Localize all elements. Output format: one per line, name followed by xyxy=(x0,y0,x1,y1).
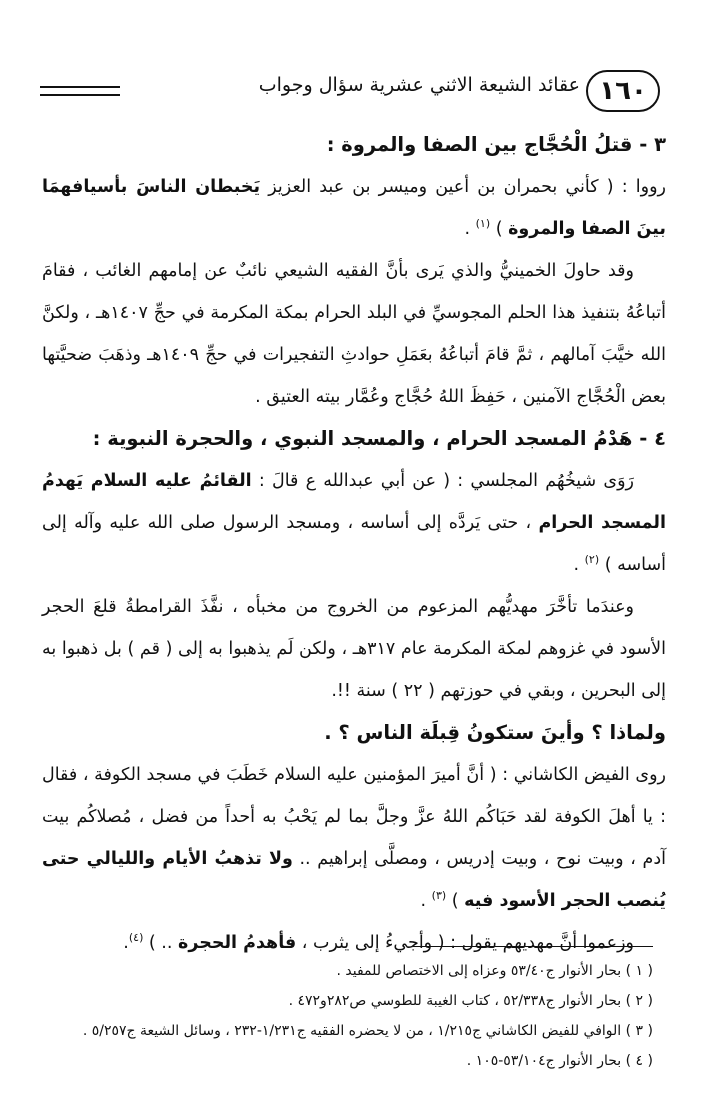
text-run: . xyxy=(123,933,129,953)
footnote-ref-3: (٣) xyxy=(431,889,447,903)
header-rule xyxy=(40,86,120,96)
text-run: ، حتى يَردَّه إلى أساسه ، ومسجد الرسول صلى الله عليه وآله إلى أساسه ) xyxy=(42,513,666,575)
text-run: ) xyxy=(490,219,509,239)
page-body xyxy=(42,124,666,964)
bold-text: القائمُ عليه السلام يَهدمُ المسجد الحرام xyxy=(42,471,666,533)
bold-text: ولا تذهبُ الأيام والليالي حتى يُنصب الحجر الأسود فيه xyxy=(42,849,666,911)
text-run: . xyxy=(573,555,585,575)
text-run: .. ) xyxy=(143,933,179,953)
footnote-ref-4: (٤) xyxy=(128,931,144,945)
paragraph-majlisi xyxy=(42,460,666,586)
paragraph-khomeini: وقد حاولَ الخمينيُّ والذي يَرى بأنَّ الفقيه الشيعي نائبٌ عن إمامهم الغائب ، فقامَ أتباعُهُ بتنفيذ هذا الحلم المجوسيِّ في البلد الحرام بمكة المكرمة في حجِّ ١٤٠٧هـ ، ولكنَّ الله خيَّبَ آمالهم ، ثمَّ قامَ أتباعُهُ بعَمَلِ حوادثِ التفجيرات في حجِّ ١٤٠٩هـ وذهَبَ ضحيَّتها بعض الْحُجَّاج الآمنين ، حَفِظَ اللهُ حُجَّاج وعُمَّار بيته العتيق . xyxy=(42,261,666,407)
page-number: ١٦٠ xyxy=(586,70,660,112)
question-heading: ولماذا ؟ وأينَ ستكونُ قِبلَة الناس ؟ . xyxy=(324,721,666,744)
paragraph-kashani xyxy=(42,754,666,922)
footnote-separator xyxy=(413,946,653,947)
text-run: ) xyxy=(446,891,465,911)
footnote-ref-1: (١) xyxy=(475,217,491,231)
bold-text: فأهدمُ الحجرة xyxy=(178,933,297,953)
page-header xyxy=(40,70,660,114)
footnote-1: ( ١ ) بحار الأنوار ج٥٣/٤٠ وعزاه إلى الاختصاص للمفيد . xyxy=(336,963,653,979)
section-heading-3: ٣ - قتلُ الْحُجَّاج بين الصفا والمروة : xyxy=(326,133,666,156)
bold-text: يَخبطان الناسَ بأسيافهمَا بينَ الصفا والمروة xyxy=(42,177,666,239)
footnote-4: ( ٤ ) بحار الأنوار ج٥٣/١٠٤-١٠٥ . xyxy=(466,1053,653,1069)
footnote-2: ( ٢ ) بحار الأنوار ج٥٢/٣٣٨ ، كتاب الغيبة للطوسي ص٢٨٢و٤٧٢ . xyxy=(288,993,653,1009)
paragraph-qarmatians: وعندَما تأخَّرَ مهديُّهم المزعوم من الخروج من مخبأه ، نفَّذَ القرامطةُ قلعَ الحجر الأسود في غزوهم لمكة المكرمة عام ٣١٧هـ ، ولكن لَم يذهبوا به إلى ( قم ) بل ذهبوا به إلى البحرين ، وبقي في حوزتهم ( ٢٢ ) سنة !!. xyxy=(42,597,666,701)
text-run: وزعموا أنَّ مهديهم يقول : ( وأجيءُ إلى يثرب ، xyxy=(296,933,634,953)
footnotes xyxy=(50,956,653,1076)
text-run: . xyxy=(420,891,432,911)
text-run: رَوَى شيخُهُم المجلسي : ( عن أبي عبدالله ع قالَ : xyxy=(251,471,634,491)
footnote-3: ( ٣ ) الوافي للفيض الكاشاني ج١/٢١٥ ، من لا يحضره الفقيه ج١/٢٣١-٢٣٢ ، وسائل الشيعة ج٥/٢٥٧ . xyxy=(82,1023,653,1039)
text-run: روى الفيض الكاشاني : ( أنَّ أميرَ المؤمنين عليه السلام خَطَبَ في مسجد الكوفة ، فقال : يا أهلَ الكوفة لقد حَبَاكُم اللهُ عزَّ وجلَّ بما لم يَحْبُ به أحداً من فضل ، مُصلاكُم بيت آدم ، وبيت نوح ، وبيت إدريس ، ومصلَّى إبراهيم .. xyxy=(42,765,666,869)
paragraph-narration-1 xyxy=(42,166,666,250)
text-run: رووا : ( كأني بحمران بن أعين وميسر بن عبد العزيز xyxy=(260,177,666,197)
text-run: . xyxy=(464,219,476,239)
running-title: عقائد الشيعة الاثني عشرية سؤال وجواب xyxy=(258,74,580,96)
section-heading-4: ٤ - هَدْمُ المسجد الحرام ، والمسجد النبوي ، والحجرة النبوية : xyxy=(92,427,666,450)
footnote-ref-2: (٢) xyxy=(584,553,600,567)
